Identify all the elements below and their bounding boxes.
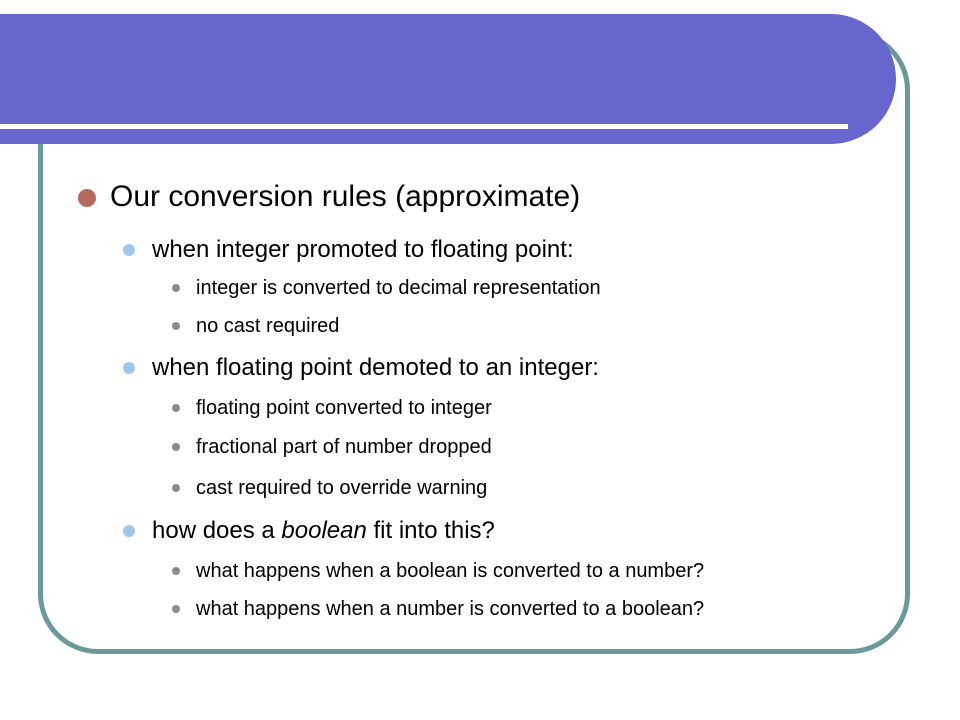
sub-bullet-dot-icon	[123, 244, 135, 256]
sub-bullet-dot-icon	[123, 362, 135, 374]
sub-sub-bullet-item	[196, 436, 492, 459]
sub-sub-bullet-text: what happens when a boolean is converted to a number?	[196, 560, 705, 582]
sub-bullet-dot-icon	[123, 525, 135, 537]
sub-sub-bullet-item	[196, 315, 339, 338]
sub-sub-bullet-text: what happens when a number is converted to a boolean?	[196, 598, 705, 620]
heading-suffix: fit into this?	[366, 517, 495, 544]
bullet-dot-icon	[78, 189, 96, 207]
sub-bullet-text: when integer promoted to floating point:	[152, 236, 574, 263]
sub-sub-bullet-text: integer is converted to decimal representation	[196, 277, 601, 299]
bullet-text: Our conversion rules (approximate)	[110, 180, 581, 213]
sub-bullet-item	[152, 517, 495, 545]
sub-sub-bullet-dot-icon	[172, 443, 180, 451]
sub-sub-bullet-dot-icon	[172, 322, 180, 330]
sub-sub-bullet-item	[196, 477, 487, 500]
sub-sub-bullet-item	[196, 397, 492, 420]
sub-sub-bullet-text: floating point converted to integer	[196, 397, 492, 419]
sub-bullet-text	[152, 517, 495, 544]
sub-sub-bullet-item	[196, 598, 704, 621]
sub-sub-bullet-item	[196, 277, 601, 300]
sub-bullet-item	[152, 236, 574, 264]
heading-prefix: how does a	[152, 517, 282, 544]
heading-emphasis: boolean	[281, 517, 367, 544]
sub-sub-bullet-dot-icon	[172, 284, 180, 292]
sub-sub-bullet-dot-icon	[172, 404, 180, 412]
sub-bullet-text: when floating point demoted to an integer:	[152, 354, 599, 381]
sub-sub-bullet-dot-icon	[172, 484, 180, 492]
sub-sub-bullet-dot-icon	[172, 605, 180, 613]
sub-sub-bullet-text: fractional part of number dropped	[196, 436, 492, 458]
sub-bullet-item	[152, 354, 599, 382]
sub-sub-bullet-dot-icon	[172, 567, 180, 575]
bullet-item	[110, 180, 580, 214]
sub-sub-bullet-item	[196, 560, 704, 583]
sub-sub-bullet-text: cast required to override warning	[196, 477, 488, 499]
sub-sub-bullet-text: no cast required	[196, 315, 340, 337]
